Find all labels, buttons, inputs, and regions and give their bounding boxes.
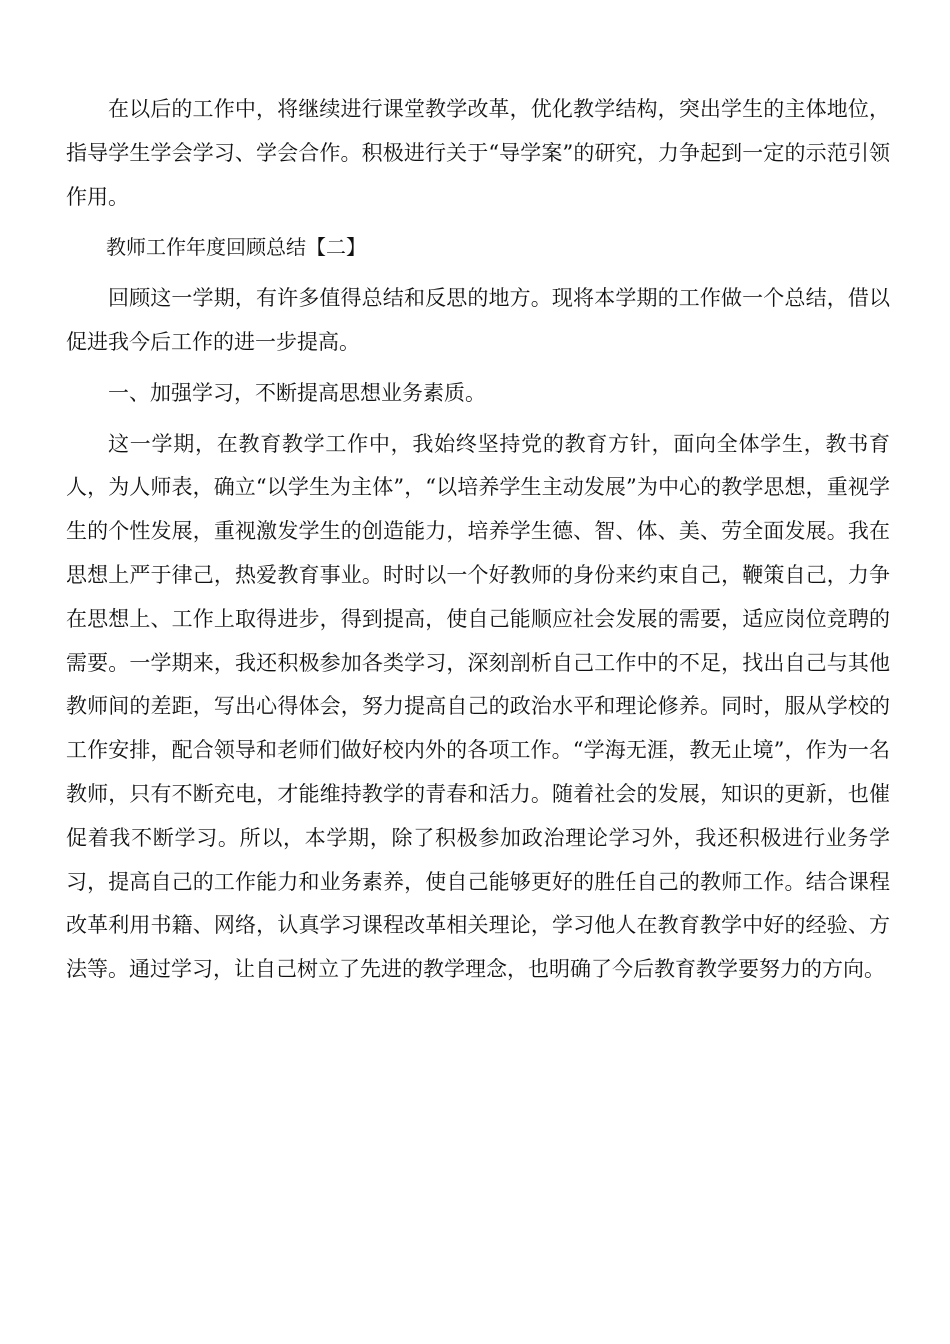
document-body: [66, 88, 890, 992]
section-heading-1: 一、加强学习，不断提高思想业务素质。: [108, 380, 486, 405]
section-title: 教师工作年度回顾总结【二】: [106, 235, 366, 260]
paragraph-intro: 回顾这一学期，有许多值得总结和反思的地方。现将本学期的工作做一个总结，借以促进我今后工作的进一步提高。: [66, 286, 890, 354]
paragraph-body: 这一学期，在教育教学工作中，我始终坚持党的教育方针，面向全体学生，教书育人，为人师表，确立“以学生为主体”，“以培养学生主动发展”为中心的教学思想，重视学生的个性发展，重视激发学生的创造能力，培养学生德、智、体、美、劳全面发展。我在思想上严于律己，热爱教育事业。时时以一个好教师的身份来约束自己，鞭策自己，力争在思想上、工作上取得进步，得到提高，使自己能顺应社会发展的需要，适应岗位竞聘的需要。一学期来，我还积极参加各类学习，深刻剖析自己工作中的不足，找出自己与其他教师间的差距，写出心得体会，努力提高自己的政治水平和理论修养。同时，服从学校的工作安排，配合领导和老师们做好校内外的各项工作。“学海无涯，教无止境”，作为一名教师，只有不断充电，才能维持教学的青春和活力。随着社会的发展，知识的更新，也催促着我不断学习。所以，本学期，除了积极参加政治理论学习外，我还积极进行业务学习，提高自己的工作能力和业务素养，使自己能够更好的胜任自己的教师工作。结合课程改革利用书籍、网络，认真学习课程改革相关理论，学习他人在教育教学中好的经验、方法等。通过学习，让自己树立了先进的教学理念，也明确了今后教育教学要努力的方向。: [66, 431, 890, 982]
paragraph-continuation: 在以后的工作中，将继续进行课堂教学改革，优化教学结构，突出学生的主体地位，指导学生学会学习、学会合作。积极进行关于“导学案”的研究，力争起到一定的示范引领作用。: [66, 97, 890, 209]
